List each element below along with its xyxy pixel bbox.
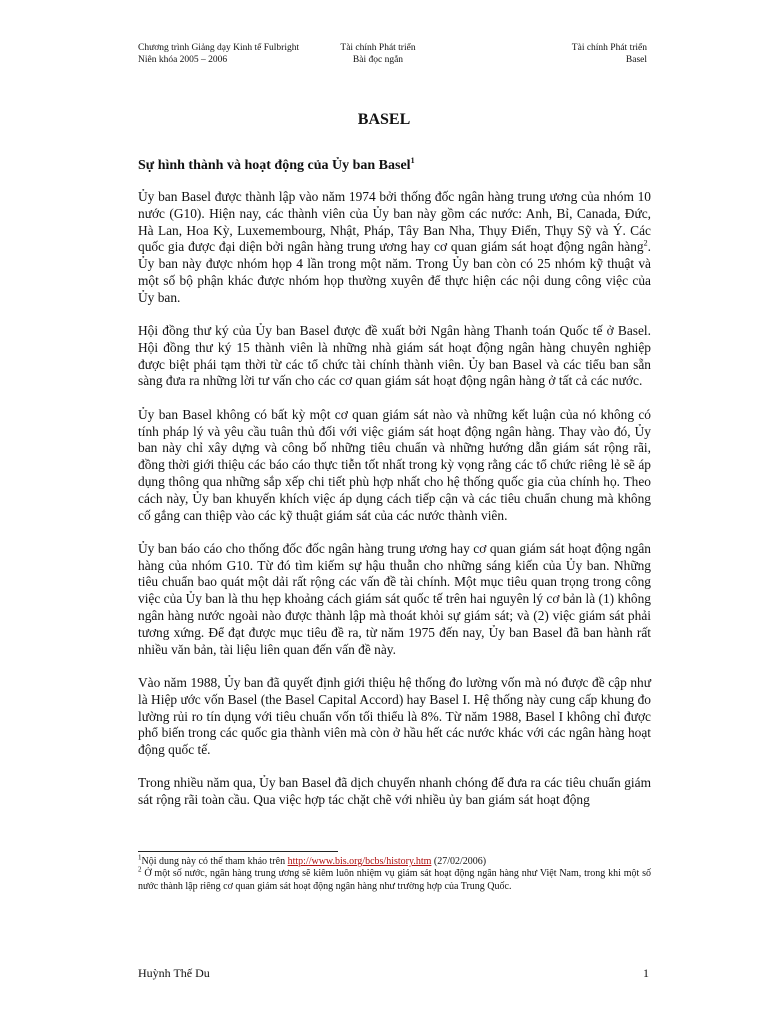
- program-name: Chương trình Giảng dạy Kinh tế Fulbright: [138, 43, 300, 53]
- paragraph-1-part-a: Ủy ban Basel được thành lập vào năm 1974 bởi thống đốc ngân hàng trung ương của nhóm 10 nước (G10). Hiện nay, các thành viên của Ủy ban này gồm các nước: Anh, Bỉ, Canada, Đức, Hà Lan, Hoa Kỳ, Luxemembourg, Nhật, Pháp, Tây Ban Nha, Thụy Điển, Thụy Sỹ và Ý. Các quốc gia được đại diện bởi ngân hàng trung ương hay cơ quan giám sát hoạt động ngân hàng: [138, 189, 651, 255]
- paragraph-6: Trong nhiều năm qua, Ủy ban Basel đã dịch chuyển nhanh chóng để đưa ra các tiêu chuẩn giám sát rộng rãi toàn cầu. Qua việc hợp tác chặt chẽ với nhiều ủy ban giám sát hoạt động: [138, 775, 651, 808]
- paragraph-3: Ủy ban Basel không có bất kỳ một cơ quan giám sát nào và những kết luận của nó không có tính pháp lý và yêu cầu tuân thủ đối với việc giám sát hoạt động ngân hàng. Thay vào đó, Ủy ban này chỉ xây dựng và công bố những tiêu chuẩn và những hướng dẫn giám sát rộng rãi, đồng thời giới thiệu các báo cáo thực tiễn tốt nhất trong kỳ vọng rằng các tổ chức riêng lẻ sẽ áp dụng thông qua những sắp xếp chi tiết phù hợp nhất cho hệ thống quốc gia của chính họ. Theo cách này, Ủy ban khuyến khích việc áp dụng cách tiếp cận và các tiêu chuẩn chung mà không cố gắng can thiệp vào các kỹ thuật giám sát của các nước thành viên.: [138, 406, 651, 523]
- footnote-2-mark: 2: [138, 866, 142, 875]
- body-text: [138, 189, 651, 826]
- footnote-2: [138, 868, 651, 893]
- footnote-1-mark: 1: [138, 853, 142, 862]
- paragraph-2: Hội đồng thư ký của Ủy ban Basel được đề xuất bởi Ngân hàng Thanh toán Quốc tế ở Basel. Hội đồng thư ký 15 thành viên là những nhà giám sát hoạt động ngân hàng chuyên nghiệp được biệt phái tạm thời từ các tổ chức tài chính thành viên. Ủy ban Basel và các tiểu ban sẵn sàng đưa ra những lời tư vấn cho các cơ quan giám sát hoạt động ngân hàng ở tất cả các nước.: [138, 323, 651, 389]
- footnotes: [138, 853, 651, 893]
- header-center: [338, 42, 418, 66]
- footnote-1-text: Nội dung này có thể tham khảo trên: [141, 856, 288, 867]
- course-name: Tài chính Phát triển: [340, 43, 416, 53]
- author-name: Huỳnh Thế Du: [138, 966, 210, 980]
- footnote-ref-1[interactable]: 1: [410, 156, 415, 165]
- paragraph-4: Ủy ban báo cáo cho thống đốc đốc ngân hàng trung ương hay cơ quan giám sát hoạt động ngân hàng của nhóm G10. Từ đó tìm kiếm sự hậu thuẫn cho những sáng kiến của Ủy ban. Những tiêu chuẩn bao quát một dải rất rộng các vấn đề tài chính. Một mục tiêu quan trọng trong công việc của Ủy ban là thu hẹp khoảng cách giám sát quốc tế trên hai nguyên lý cơ bản là (1) không ngân hàng nước ngoài nào được thành lập mà thoát khỏi sự giám sát; và (2) việc giám sát phải tương xứng. Để đạt được mục tiêu đề ra, từ năm 1975 đến nay, Ủy ban Basel đã ban hành rất nhiều văn bản, tài liệu liên quan đến vấn đề này.: [138, 540, 651, 657]
- course-name-right: Tài chính Phát triển: [571, 43, 647, 53]
- reading-type: Bài đọc ngắn: [352, 55, 404, 65]
- paragraph-1-part-b: . Ủy ban này được nhóm họp 4 lần trong một năm. Trong Ủy ban còn có 25 nhóm kỹ thuật và một số bộ phận khác được nhóm họp thường xuyên để thực hiện các nội dung công việc của Ủy ban.: [138, 239, 651, 305]
- history-link[interactable]: http://www.bis.org/bcbs/history.htm: [287, 856, 432, 867]
- section-heading-text: Sự hình thành và hoạt động của Ủy ban Basel: [138, 158, 411, 173]
- academic-year: Niên khóa 2005 – 2006: [138, 55, 228, 65]
- document-topic: Basel: [625, 55, 647, 65]
- footnote-1: [138, 853, 651, 868]
- header-right: [572, 42, 647, 66]
- header-left: [138, 42, 299, 66]
- footnote-ref-2[interactable]: 2: [643, 238, 648, 248]
- paragraph-1: [138, 189, 651, 307]
- footnote-2-text: Ở một số nước, ngân hàng trung ương sẽ kiêm luôn nhiệm vụ giám sát hoạt động ngân hàng như Việt Nam, trong khi một số nước thành lập riêng cơ quan giám sát hoạt động ngân hàng như trường hợp của Trung Quốc.: [138, 868, 651, 892]
- footnote-1-date: (27/02/2006): [431, 856, 487, 867]
- document-title: BASEL: [357, 111, 411, 128]
- section-heading: [138, 158, 415, 174]
- footnote-divider: [138, 851, 338, 852]
- page-number: 1: [643, 966, 649, 980]
- paragraph-5: Vào năm 1988, Ủy ban đã quyết định giới thiệu hệ thống đo lường vốn mà nó được đề cập như là Hiệp ước vốn Basel (the Basel Capital Accord) hay Basel I. Hệ thống này cung cấp khung đo lường rủi ro tín dụng với tiêu chuẩn vốn tối thiểu là 8%. Từ năm 1988, Basel I không chỉ được phổ biến trong các quốc gia thành viên mà còn ở hầu hết các nước khác với các ngân hàng hoạt động quốc tế.: [138, 674, 651, 758]
